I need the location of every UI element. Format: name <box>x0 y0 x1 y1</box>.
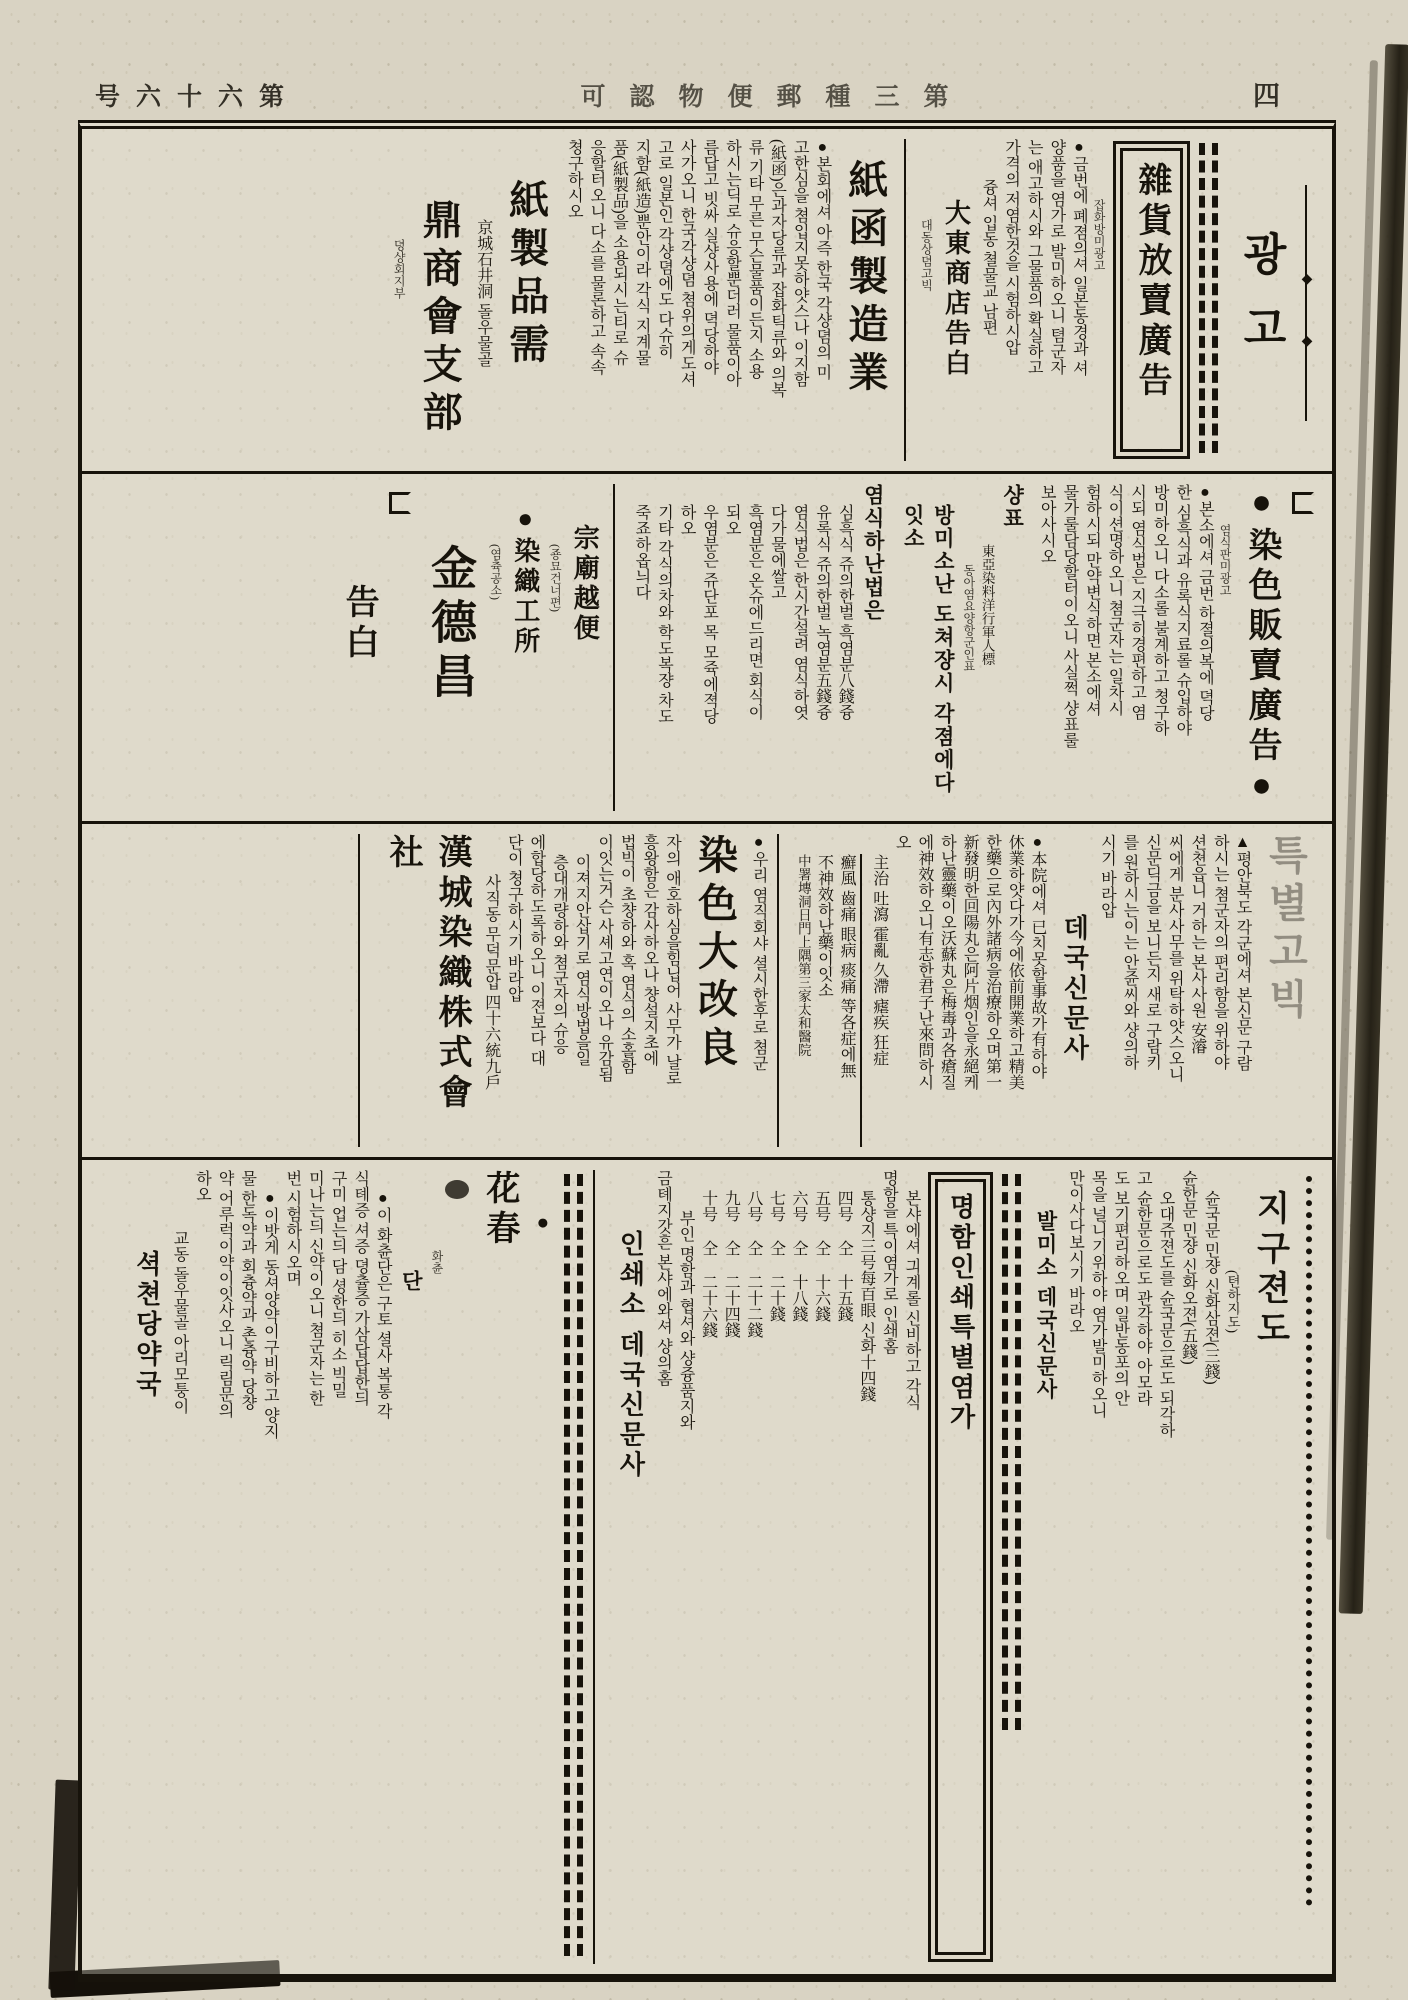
ad-location-hangul: (죵묘건너편) <box>548 544 563 612</box>
text-column: 방미하오니 다소롤 불계하고 쳥구하 <box>1151 484 1169 736</box>
ad-title-box <box>928 1172 993 1962</box>
text-column: 를 원하시는이는 안쥰씨와 샹의하 <box>1121 834 1139 1070</box>
text-column: 본샤에셔 긔계롤 신비하고 각식 <box>903 1190 920 1410</box>
text-column: ●우리 염직회샤 셜시한후로 쳠군 <box>750 834 768 1071</box>
text-column: 고한심을 쳠입지못하얏스나 이지함 <box>791 139 809 387</box>
text-column: 오대쥬젼도를 슌국문으로도 되각하 <box>1156 1190 1174 1438</box>
diamond-icon: ◆ <box>1299 271 1314 287</box>
text-column: 이잇는거슨 사셰고연이오나 유감됨 <box>595 834 613 1082</box>
ad-signature: 인쇄소 데국신문사 <box>615 1230 645 1481</box>
text-column: 도 보기편리하오며 일반동포의 안 <box>1111 1170 1129 1406</box>
price-table-column <box>722 1190 740 1964</box>
method-heading: 염식하난법은 <box>861 484 886 622</box>
ad-band-3 <box>82 821 1332 1157</box>
signature-column <box>334 484 411 811</box>
ditto-mark: 仝 <box>790 1240 808 1256</box>
ad-dyeing-method <box>613 484 888 811</box>
text-column: ▲평안북도 각군에셔 본신문 구람 <box>1234 834 1251 1071</box>
price-table-column <box>699 1190 717 1964</box>
price-table-column <box>767 1190 785 1964</box>
ad-title-box <box>1113 141 1190 459</box>
text-column: 션쳔읍니 거하는 본사사원 安濬 <box>1188 834 1206 1054</box>
ad-japhwa-bangmae <box>904 139 1218 461</box>
page-frame <box>78 120 1336 1982</box>
text-column: 에神效하오니有志한君子난來問하시 <box>915 834 933 1090</box>
text-column: 오 <box>893 834 911 850</box>
text-column: 가격의 저염한것을 시험하시압 <box>1002 139 1020 355</box>
text-column: 지함(紙造)뿐안이라 각식 지계물 <box>633 139 651 366</box>
text-column: 물가룰담당할터이오니 사실쩍 샹표룰 <box>1060 484 1078 748</box>
ad-band-1 <box>82 129 1332 471</box>
text-column: 시기 바라압 <box>1098 834 1116 918</box>
text-column: 보아사시오 <box>1038 484 1056 564</box>
text-column: 목을 널니기위하야 염가발미하오니 <box>1089 1170 1107 1418</box>
ad-title: 紙製品需 <box>503 179 549 371</box>
text-column: 하시는딕로 슈응할뿐더러 물품이아 <box>723 139 741 387</box>
ad-org-hangul: (염츅공소) <box>488 544 503 600</box>
text-column: 심흑식 쥬의한벌 흑염분八錢즁 <box>836 504 854 720</box>
base-price-column: 통샹지三号每百眼 신화十四錢 <box>857 1190 875 1402</box>
note-column: 금톄지갓흔 본샤에와셔 샹의홈 <box>654 1170 672 1386</box>
text-column: 다가물에쌀고 <box>768 504 786 600</box>
text-column: 흥왕함은 감사하오나 챵설지초에 <box>640 834 658 1066</box>
text-column: 하시는 쳠군자의 편리함을 위하야 <box>1211 834 1229 1070</box>
ad-band-2 <box>82 471 1332 821</box>
text-column: 하오 <box>193 1170 211 1202</box>
ad-org: ●染織工所 <box>510 504 540 657</box>
text-column: 명함을 특이염가로 인쇄홈 <box>880 1170 898 1354</box>
sales-note: 방미소난 도쳐쟝시 각졈에다잇소 <box>901 504 956 795</box>
ad-title-column <box>445 1170 555 1964</box>
card-size: 五号 <box>812 1190 830 1222</box>
price-table-column <box>744 1190 762 1964</box>
text-column: 쳥구하시오 <box>565 139 583 219</box>
price-table-column <box>835 1190 853 1964</box>
card-size: 十号 <box>699 1190 717 1222</box>
text-column: 자의 애호하심을힘닙어 사무가 날로 <box>663 834 681 1086</box>
text-column: 고로 일본인 각샹뎜에도 다슈히 <box>655 139 673 359</box>
postal-permit-note: 可認物便郵種三第 <box>580 84 973 111</box>
title-bullet: ● <box>530 1210 555 1236</box>
trademark-name: 東亞染料洋行軍人標 <box>979 544 995 666</box>
card-price: 二十六錢 <box>699 1274 717 1338</box>
text-column: ●이 화츈단은 구토 셜사 복통 각 <box>374 1190 392 1419</box>
card-price: 二十四錢 <box>722 1274 740 1338</box>
price-table-column <box>812 1190 830 1964</box>
text-column: 죽죠하옵늬다 <box>632 504 650 600</box>
diamond-icon: ◆ <box>1299 333 1314 349</box>
card-size: 四号 <box>835 1190 853 1222</box>
card-price: 十六錢 <box>812 1274 830 1322</box>
ad-title-hangul: 화츈 <box>429 1250 444 1274</box>
ad-name: 金德昌 <box>425 544 477 706</box>
ad-title: 染色大改良 <box>692 834 738 1074</box>
ditto-mark: 仝 <box>722 1240 740 1256</box>
text-column: ●본소에셔 금번 하졀의복에 뎍당 <box>1196 484 1214 721</box>
greek-key-border <box>1199 143 1218 453</box>
text-column: 는 애고하시와 그물품의 확실하고 <box>1025 139 1043 375</box>
ad-signature: 大東商店告白 <box>941 199 971 379</box>
card-size: 七号 <box>767 1190 785 1222</box>
card-size: 六号 <box>790 1190 808 1222</box>
ad-myeongham-insoe <box>593 1170 1021 1964</box>
scroll-flourish-border <box>1306 1176 1312 1906</box>
ad-signature: 발미소 데국신문사 <box>1034 1210 1058 1402</box>
ad-signature: 漢城染織株式會社 <box>384 834 471 1114</box>
ad-signature: 鼎商會支部 <box>417 199 463 439</box>
text-column: 류 기타 무른 무슨물품이든지 소용 <box>746 139 764 379</box>
text-column: 신문딕금을 보니든지 새로 구람키 <box>1143 834 1161 1070</box>
card-size: 八号 <box>744 1190 762 1222</box>
text-column: 기타 각식의차와 학도복쟝 차도 <box>655 504 673 724</box>
text-column: 한藥으로內外諸病을治療하오며第一 <box>983 834 1001 1090</box>
text-column: 하오 <box>678 504 696 536</box>
greek-key-corner <box>389 492 411 514</box>
text-column: 양품을 염가로 발미하오니 텸군자 <box>1047 139 1065 375</box>
ditto-mark: 仝 <box>699 1240 717 1256</box>
ad-signature-hangul: 뎡샹회지부 <box>392 239 407 299</box>
text-column: (紙函)은과자당류과 잡화틱류와 의복 <box>768 139 786 398</box>
text-column: 사가오니 한국각샹뎜 쳠위의게도셔 <box>678 139 696 387</box>
card-price: 十八錢 <box>790 1274 808 1322</box>
text-column: 되오 <box>723 504 741 536</box>
page-header <box>95 74 1310 113</box>
treatment-column: 主治 吐瀉 霍亂 久滯 瘧疾 狂症 <box>860 854 888 1147</box>
ditto-mark: 仝 <box>767 1240 785 1256</box>
ad-title: 雜貨放賣廣告 <box>1133 162 1170 402</box>
ad-address: 사직동 무덕문압 四十六統九戶 <box>482 874 500 1090</box>
text-column: 만이사다보시기 바라오 <box>1066 1170 1084 1334</box>
text-column: 에합당하도록하오니 이젼보다 대 <box>527 834 545 1066</box>
greek-key-border <box>564 1174 583 1956</box>
clinic-address: 中署塼洞日門上隅第三家太和醫院 <box>795 854 811 1057</box>
ad-signature: 데국신문사 <box>1059 914 1089 1064</box>
text-column: 식톄증 셔증 뎡츌증 가삼답답한듸 <box>351 1170 369 1406</box>
ad-gimdeokchang <box>334 484 603 811</box>
price-table-column <box>789 1190 807 1964</box>
text-column: 유록식 쥬의한벌 녹염분五錢즁 <box>813 504 831 720</box>
ad-title: 명함인쇄특별염가 <box>946 1193 975 1433</box>
ad-address: 京城石井洞 돌우물골 <box>474 219 492 367</box>
ad-band-4 <box>82 1157 1332 1974</box>
text-column: 물 한독약과 회츙약과 촌츙약 당챵 <box>238 1170 256 1410</box>
price-column: 슌한문 민쟝 신화오젼(五錢) <box>1179 1170 1197 1365</box>
card-price: 十五錢 <box>835 1274 853 1322</box>
ad-title-hangul: 잡화방미광고 <box>1092 199 1106 271</box>
ditto-mark: 仝 <box>744 1240 762 1256</box>
text-column: 층대개량하와 쳠군자의 슈응 <box>550 854 568 1054</box>
text-column: 우염분은 쥬단포 목 모쥭에젹당 <box>700 504 718 724</box>
ad-jigu-jeondo <box>1031 1170 1312 1964</box>
gwanggo-label-column <box>1228 139 1314 461</box>
page-number: 四 <box>1253 81 1280 111</box>
ad-hwachun-dan <box>128 1170 583 1964</box>
ditto-mark: 仝 <box>812 1240 830 1256</box>
ad-title: 지구젼도 <box>1251 1190 1288 1350</box>
text-column: ●금번에 폐졈의셔 일본동경과 셔 <box>1070 139 1088 376</box>
text-column: 한 심흑식과 유록식지료롤 슈입하야 <box>1173 484 1191 736</box>
ad-title: ●染色販賣廣告● <box>1243 484 1280 810</box>
section-title-gwanggo: 광고 <box>1236 231 1285 379</box>
text-column: 법빅이 초챵하와 혹 염식의 소홀함 <box>618 834 636 1074</box>
ad-jiham-jejoeop <box>565 139 894 461</box>
ad-signature-hangul: 대동상뎜고빅 <box>919 219 934 291</box>
diamond-rod-ornament <box>1298 185 1314 421</box>
text-column: 식이션명하오니 쳠군자는 일차시 <box>1106 484 1124 716</box>
text-column: 新發明한回陽丸은阿片烟인을永絕케 <box>961 834 979 1090</box>
ad-title: 花春 <box>480 1170 518 1250</box>
ink-stamp-mark <box>445 1180 469 1199</box>
note-column: 부인 명함과 협셔와 샹즁품지와 <box>677 1210 695 1430</box>
text-column: 구미 업는듸 담 셩한듸 히소 빅밀 <box>329 1170 347 1398</box>
price-column: 슌국문 민쟝 신화삼젼(三錢) <box>1202 1190 1220 1385</box>
text-column: 이져지안삽기로 염식방법을일 <box>573 854 591 1066</box>
ad-title: 紙函製造業 <box>842 159 888 399</box>
greek-key-border <box>1002 1174 1021 1730</box>
text-column: 염식법은 한시간설려 염식하엿 <box>791 504 809 720</box>
text-column: 씨에게 분사사무를 위탁하얏스오니 <box>1166 834 1184 1082</box>
card-price: 二十錢 <box>767 1274 785 1322</box>
ad-signature: 告白 <box>340 584 378 664</box>
greek-key-corner <box>1292 492 1314 514</box>
ad-subtitle: (텬하지도) <box>1225 1270 1240 1333</box>
treatment-column: 癬風 齒痛 眼病 痰痛 等各症에無 <box>838 854 856 1078</box>
text-column: ●이밧게 동셔양약이구비하고 양지 <box>261 1190 279 1439</box>
ad-yeomsaek-gaeryang <box>358 834 767 1147</box>
ad-taehwa-clinic <box>777 834 1046 1147</box>
text-column: 응할터오니 다소를 물론하고 속속 <box>587 139 605 375</box>
ad-title-hangul: 염식판미광고 <box>1218 524 1232 596</box>
text-column: 고 슌한문으로도 관각하야 아모라 <box>1134 1170 1152 1406</box>
ad-trademark-block <box>898 484 1027 811</box>
trademark-heading: 샹표 <box>1000 484 1025 530</box>
text-column: 름답고 빗싸 실샹사용에 뎍당하야 <box>700 139 718 375</box>
issue-number: 号六十六第 <box>95 84 301 111</box>
ad-location: 宗廟越便 <box>570 524 600 644</box>
ad-title-faint: 특별고빅 <box>1263 834 1308 1026</box>
text-column: 하난靈藥이오沃蘇丸은梅毒과各瘡질 <box>938 834 956 1090</box>
ad-address: 즁셔 입동 쳘물교 남편 <box>980 179 998 335</box>
text-column: 번 시험하시오며 <box>283 1170 301 1286</box>
ad-jijepum-su <box>393 139 555 461</box>
ad-title-suffix: 단 <box>399 1270 424 1293</box>
text-column: 미나는듸 신약이오니 쳠군자는 한 <box>306 1170 324 1406</box>
text-column: 흑염분은 온슈에드리면 회식이 <box>745 504 763 720</box>
text-column: ●본회에셔 아즉 한국 각샹뎜의 미 <box>813 139 831 380</box>
text-column: ●本院에셔 已치못할事故가有하야 <box>1028 834 1046 1079</box>
text-column: 休業하얏다가今에依前開業하고精美 <box>1006 834 1024 1090</box>
trademark-name-hangul: 동아염요양항군인표 <box>961 564 976 672</box>
text-column: 험하시되 만약변식하면 본소에셔 <box>1083 484 1101 716</box>
card-size: 九号 <box>722 1190 740 1222</box>
treatment-column: 不神效하난藥이잇소 <box>815 854 833 998</box>
text-column: 약 어루럭이약이잇사오니 릭림문의 <box>216 1170 234 1418</box>
ad-signature: 셕쳔당약국 <box>132 1250 162 1400</box>
ad-address: 교동 돌우물골 아리모퉁이 <box>170 1230 188 1414</box>
card-price: 二十二錢 <box>744 1274 762 1338</box>
ad-teukbyeol-gobaek <box>1056 834 1314 1147</box>
ditto-mark: 仝 <box>835 1240 853 1256</box>
text-column: 단이 쳥구하시기 바라압 <box>505 834 523 1002</box>
ad-yeomsaek-panmae <box>1038 484 1314 811</box>
scan-corner-artifact-vertical <box>48 1780 81 1991</box>
text-column: 품(紙製品)을 소용되시는티로 슈 <box>610 139 628 366</box>
text-column: 시되 염식법은 지극히경편하고 염 <box>1128 484 1146 720</box>
